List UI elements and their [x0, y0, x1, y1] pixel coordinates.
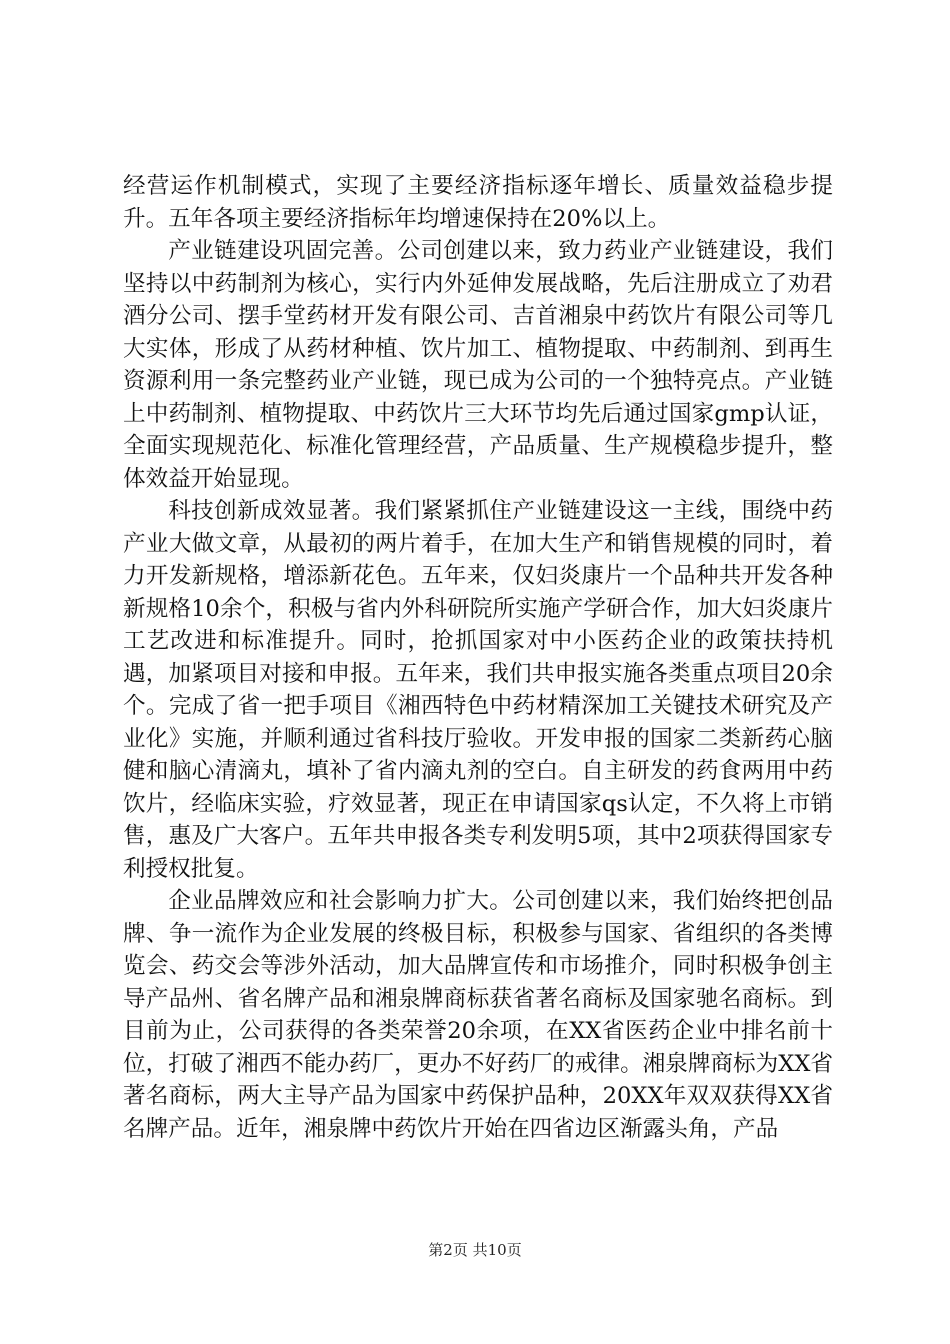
paragraph-continuation: 经营运作机制模式，实现了主要经济指标逐年增长、质量效益稳步提升。五年各项主要经济指标年均增速保持在20%以上。 — [123, 173, 833, 232]
paragraph-industry-chain: 产业链建设巩固完善。公司创建以来，致力药业产业链建设，我们坚持以中药制剂为核心，实行内外延伸发展战略，先后注册成立了劝君酒分公司、摆手堂药材开发有限公司、吉首湘泉中药饮片有限公司等几大实体，形成了从药材种植、饮片加工、植物提取、中药制剂、到再生资源利用一条完整药业产业链，现已成为公司的一个独特亮点。产业链上中药制剂、植物提取、中药饮片三大环节均先后通过国家gmp认证，全面实现规范化、标准化管理经营，产品质量、生产规模稳步提升，整体效益开始显现。 — [123, 238, 833, 492]
page-number-footer: 第2页 共10页 — [428, 1241, 522, 1259]
paragraph-tech-innovation: 科技创新成效显著。我们紧紧抓住产业链建设这一主线，围绕中药产业大做文章，从最初的两片着手，在加大生产和销售规模的同时，着力开发新规格，增添新花色。五年来，仅妇炎康片一个品种共开发各种新规格10余个，积极与省内外科研院所实施产学研合作，加大妇炎康片工艺改进和标准提升。同时，抢抓国家对中小医药企业的政策扶持机遇，加紧项目对接和申报。五年来，我们共申报实施各类重点项目20余个。完成了省一把手项目《湘西特色中药材精深加工关键技术研究及产业化》实施，并顺利通过省科技厅验收。开发申报的国家二类新药心脑健和脑心清滴丸，填补了省内滴丸剂的空白。自主研发的药食两用中药饮片，经临床实验，疗效显著，现正在申请国家qs认定，不久将上市销售，惠及广大客户。五年共申报各类专利发明5项，其中2项获得国家专利授权批复。 — [123, 498, 833, 882]
body-text — [123, 170, 833, 1145]
paragraph-brand-influence: 企业品牌效应和社会影响力扩大。公司创建以来，我们始终把创品牌、争一流作为企业发展的终极目标，积极参与国家、省组织的各类博览会、药交会等涉外活动，加大品牌宣传和市场推介，同时积极争创主导产品州、省名牌产品和湘泉牌商标获省著名商标及国家驰名商标。到目前为止，公司获得的各类荣誉20余项，在XX省医药企业中排名前十位，打破了湘西不能办药厂，更办不好药厂的戒律。湘泉牌商标为XX省著名商标，两大主导产品为国家中药保护品种，20XX年双双获得XX省名牌产品。近年，湘泉牌中药饮片开始在四省边区渐露头角，产品 — [123, 888, 833, 1142]
